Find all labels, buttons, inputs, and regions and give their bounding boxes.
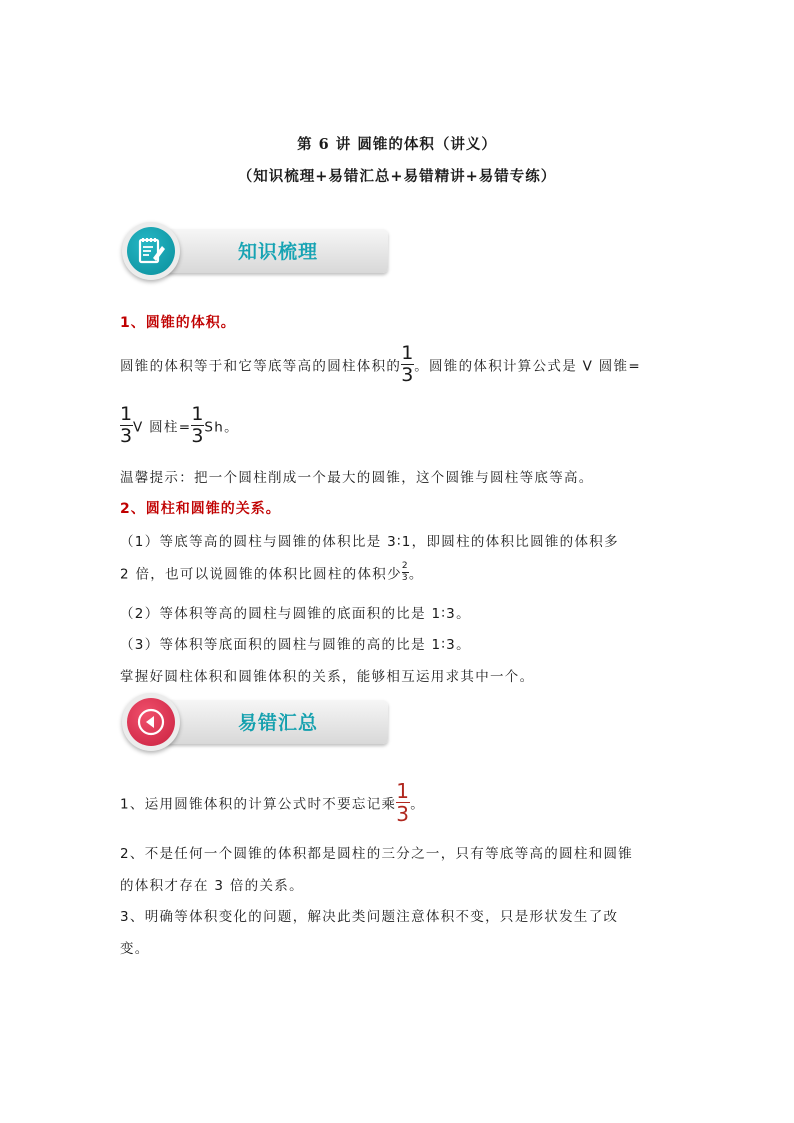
error-item3-line1: 3、明确等体积变化的问题，解决此类问题注意体积不变，只是形状发生了改 xyxy=(120,909,619,925)
tip-text: 温馨提示：把一个圆柱削成一个最大的圆锥，这个圆锥与圆柱等底等高。 xyxy=(120,470,594,486)
volume-formula-line1: 圆锥的体积等于和它等底等高的圆柱体积的 $\frac{1}{3}$ 。圆锥的体积计算公式是 V 圆锥= xyxy=(120,342,641,386)
page-subtitle: （知识梳理+易错汇总+易错精讲+易错专练） xyxy=(237,168,557,185)
relation-item3: （3）等体积等底面积的圆柱与圆锥的高的比是 1∶3。 xyxy=(120,637,471,653)
error-item2-line1: 2、不是任何一个圆锥的体积都是圆柱的三分之一，只有等底等高的圆柱和圆锥 xyxy=(120,846,634,862)
one-third-fraction: $\frac{1}{3}$ xyxy=(401,342,415,386)
page-title: 第 6 讲 圆锥的体积（讲义） xyxy=(297,136,497,153)
section1-heading: 1、圆锥的体积。 xyxy=(120,315,236,331)
error-item2-line2: 的体积才存在 3 倍的关系。 xyxy=(120,878,304,894)
relation-item1-line2: 2 倍，也可以说圆锥的体积比圆柱的体积少 $\frac{2}{3}$ 。 xyxy=(120,561,424,583)
errors-banner xyxy=(122,693,390,753)
play-back-icon xyxy=(127,698,175,746)
notepad-pencil-icon xyxy=(127,227,175,275)
volume-formula-line2: $\frac{1}{3}$ V 圆柱= $\frac{1}{3}$ Sh。 xyxy=(120,403,239,447)
error-item3-line2: 变。 xyxy=(120,941,150,957)
banner-label-errors: 易错汇总 xyxy=(238,712,319,734)
section2-heading: 2、圆柱和圆锥的关系。 xyxy=(120,501,281,517)
banner-label-knowledge: 知识梳理 xyxy=(238,241,319,263)
knowledge-banner xyxy=(122,222,390,282)
relation-summary: 掌握好圆柱体积和圆锥体积的关系，能够相互运用求其中一个。 xyxy=(120,669,535,685)
error-item1: 1、运用圆锥体积的计算公式时不要忘记乘 $\frac{1}{3}$ 。 xyxy=(120,779,426,826)
relation-item2: （2）等体积等高的圆柱与圆锥的底面积的比是 1∶3。 xyxy=(120,606,471,622)
relation-item1-line1: （1）等底等高的圆柱与圆锥的体积比是 3∶1，即圆柱的体积比圆锥的体积多 xyxy=(120,534,619,550)
